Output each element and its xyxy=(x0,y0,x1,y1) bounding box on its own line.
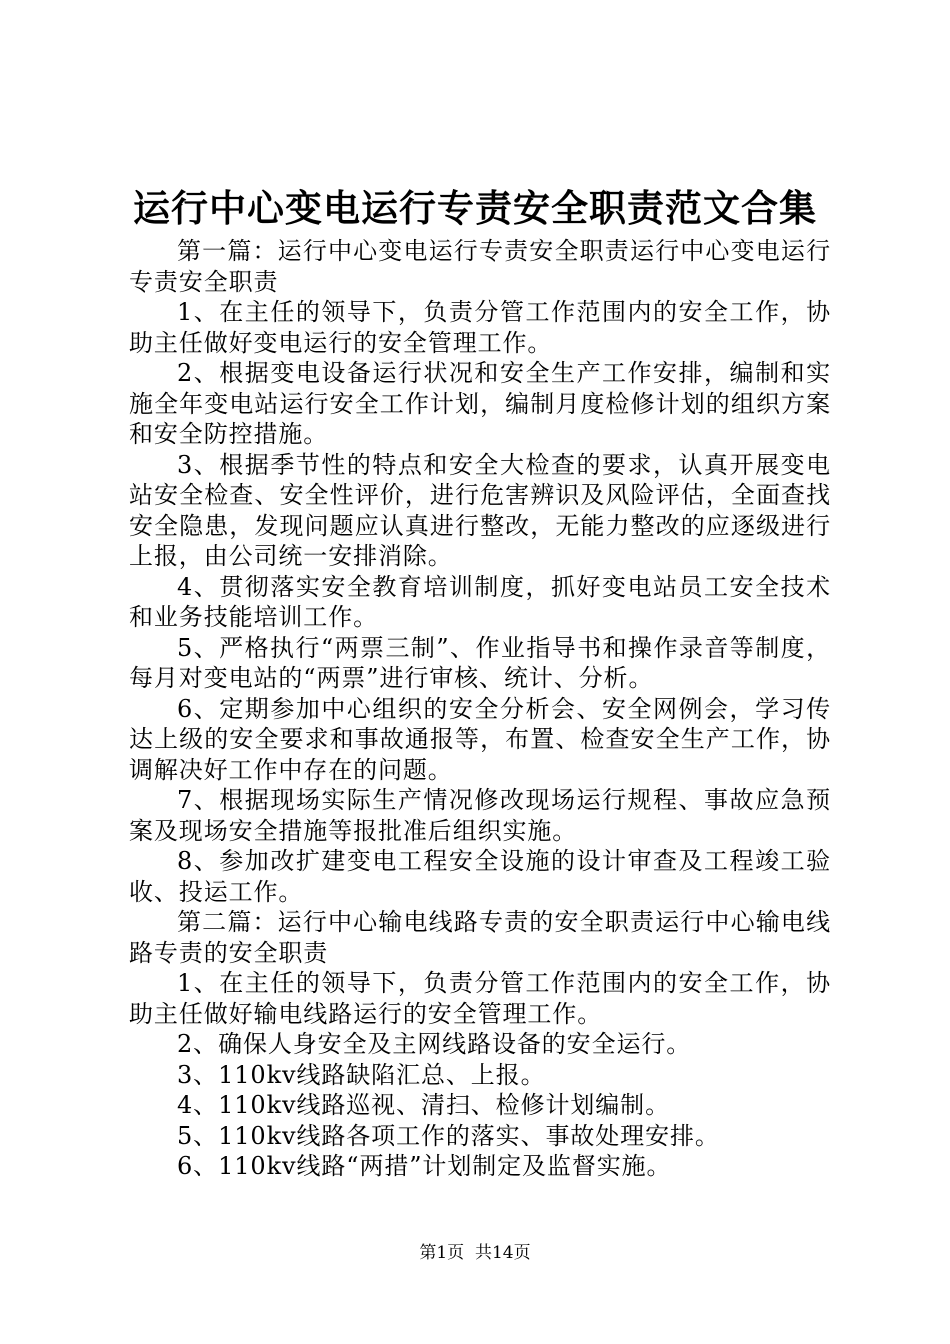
paragraph: 第一篇：运行中心变电运行专责安全职责运行中心变电运行专责安全职责 xyxy=(129,237,831,296)
paragraph: 4、贯彻落实安全教育培训制度，抓好变电站员工安全技术和业务技能培训工作。 xyxy=(129,572,831,631)
paragraph: 3、110kv线路缺陷汇总、上报。 xyxy=(177,1060,546,1089)
paragraph: 2、确保人身安全及主网线路设备的安全运行。 xyxy=(177,1030,692,1058)
paragraph: 7、根据现场实际生产情况修改现场运行规程、事故应急预案及现场安全措施等报批准后组织实施。 xyxy=(129,786,831,845)
paragraph: 2、根据变电设备运行状况和安全生产工作安排，编制和实施全年变电站运行安全工作计划，编制月度检修计划的组织方案和安全防控措施。 xyxy=(129,359,831,448)
paragraph: 1、在主任的领导下，负责分管工作范围内的安全工作，协助主任做好输电线路运行的安全管理工作。 xyxy=(129,969,831,1028)
paragraph: 6、定期参加中心组织的安全分析会、安全网例会，学习传达上级的安全要求和事故通报等，布置、检查安全生产工作，协调解决好工作中存在的问题。 xyxy=(129,694,831,784)
paragraph: 6、110kv线路“两措”计划制定及监督实施。 xyxy=(177,1152,672,1180)
paragraph: 8、参加改扩建变电工程安全设施的设计审查及工程竣工验收、投运工作。 xyxy=(129,847,831,906)
document-title: 运行中心变电运行专责安全职责范文合集 xyxy=(133,186,817,230)
document-body xyxy=(129,236,831,1182)
paragraph: 3、根据季节性的特点和安全大检查的要求，认真开展变电站安全检查、安全性评价，进行危害辨识及风险评估，全面查找安全隐患，发现问题应认真进行整改，无能力整改的应逐级进行上报，由公司统一安排消除。 xyxy=(129,450,831,570)
paragraph: 第二篇：运行中心输电线路专责的安全职责运行中心输电线路专责的安全职责 xyxy=(129,908,831,967)
paragraph: 5、110kv线路各项工作的落实、事故处理安排。 xyxy=(177,1121,720,1150)
paragraph: 1、在主任的领导下，负责分管工作范围内的安全工作，协助主任做好变电运行的安全管理工作。 xyxy=(129,298,831,357)
page-footer: 第1页 共14页 xyxy=(419,1243,531,1263)
paragraph: 5、严格执行“两票三制”、作业指导书和操作录音等制度，每月对变电站的“两票”进行审核、统计、分析。 xyxy=(129,633,831,692)
paragraph: 4、110kv线路巡视、清扫、检修计划编制。 xyxy=(177,1091,670,1119)
